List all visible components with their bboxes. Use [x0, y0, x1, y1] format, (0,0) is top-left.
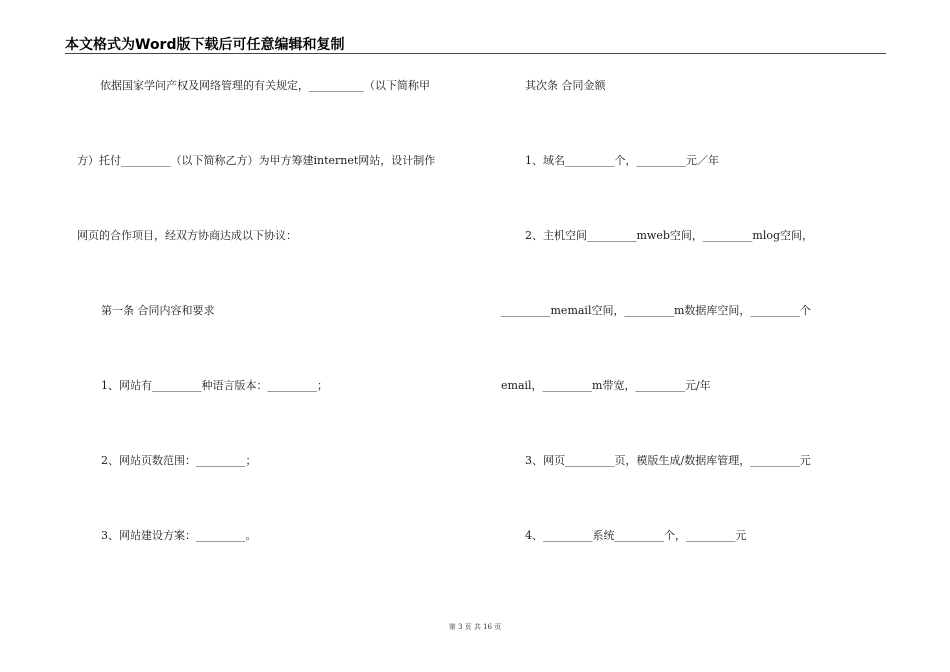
right-item-1: 1、域名_________个，_________元／年	[525, 154, 719, 167]
right-item-4: 4、_________系统_________个，_________元	[525, 529, 747, 542]
right-item-3: 3、网页_________页，模版生成/数据库管理，_________元	[525, 454, 811, 467]
section-heading-1: 第一条 合同内容和要求	[101, 304, 215, 317]
left-line-2: 方）托付_________（以下简称乙方）为甲方筹建internet网站，设计制作	[77, 154, 436, 167]
header-divider	[65, 53, 886, 54]
document-header-title: 本文格式为Word版下载后可任意编辑和复制	[65, 37, 345, 53]
section-heading-2: 其次条 合同金额	[525, 79, 606, 92]
left-line-1: 依据国家学问产权及网络管理的有关规定，__________（以下简称甲	[100, 79, 430, 92]
right-item-2-cont-a: _________memail空间，_________m数据库空间，_________个	[501, 304, 811, 317]
right-item-2: 2、主机空间_________mweb空间，_________mlog空间，	[525, 229, 814, 242]
left-line-3: 网页的合作项目，经双方协商达成以下协议：	[77, 229, 297, 242]
left-item-3: 3、网站建设方案：_________。	[101, 529, 257, 542]
left-item-2: 2、网站页数范围：_________；	[101, 454, 257, 467]
right-item-2-cont-b: email，_________m带宽，_________元/年	[501, 379, 711, 392]
page-number: 第 3 页 共 16 页	[448, 623, 502, 631]
left-item-1: 1、网站有_________种语言版本：_________；	[101, 379, 328, 392]
